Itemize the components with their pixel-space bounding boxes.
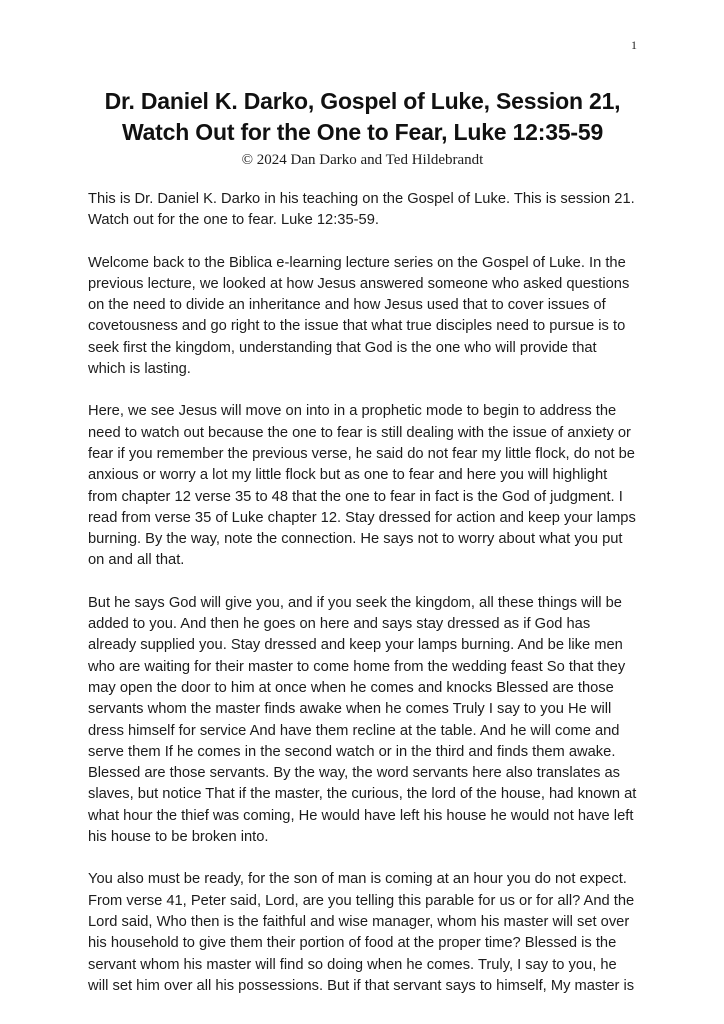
paragraph-intro: This is Dr. Daniel K. Darko in his teaching on the Gospel of Luke. This is session 21. Watch out for the one to fear. Luke 12:35-59. bbox=[88, 191, 635, 229]
document-title bbox=[88, 86, 637, 148]
title-line-1: Dr. Daniel K. Darko, Gospel of Luke, Session 21, bbox=[104, 88, 621, 114]
paragraph-prophetic-mode: Here, we see Jesus will move on into in a prophetic mode to begin to address the need to watch out because the one to fear is still dealing with the issue of anxiety or fear if you remember the previous verse, he said do not fear my little flock, do not be anxious or worry a lot my little flock but as one to fear and here you will highlight from chapter 12 verse 35 to 48 that the one to fear in fact is the God of judgment. I read from verse 35 of Luke chapter 12. Stay dressed for action and keep your lamps burning. By the way, note the connection. He says not to worry about what you put on and all that. bbox=[88, 403, 636, 569]
page-number: 1 bbox=[631, 38, 637, 52]
paragraph-welcome-back: Welcome back to the Biblica e-learning lecture series on the Gospel of Luke. In the previous lecture, we looked at how Jesus answered someone who asked questions on the need to divide an inheritance and how Jesus used that to cover issues of covetousness and go right to the issue that what true disciples need to pursue is to seek first the kingdom, understanding that God is the one who will provide that which is lasting. bbox=[88, 254, 630, 378]
paragraph-stay-dressed: But he says God will give you, and if you seek the kingdom, all these things will be added to you. And then he goes on here and says stay dressed as if God has already supplied you. Stay dressed and keep your lamps burning. And be like men who are waiting for their master to come home from the wedding feast So that they may open the door to him at once when he comes and knocks Blessed are those servants whom the master finds awake when he comes Truly I say to you He will dress himself for service And have them recline at the table. And he will come and serve them If he comes in the second watch or in the third and finds them awake. Blessed are those servants. By the way, the word servants here also translates as slaves, but notice That if the master, the curious, the lord of the house, had known at what hour the thief was coming, He would have left his house he would not have left his house to be broken into. bbox=[88, 594, 637, 846]
document-body bbox=[88, 189, 637, 997]
title-line-2: Watch Out for the One to Fear, Luke 12:35-59 bbox=[121, 119, 604, 145]
copyright-line: © 2024 Dan Darko and Ted Hildebrandt bbox=[241, 152, 484, 168]
paragraph-be-ready: You also must be ready, for the son of man is coming at an hour you do not expect. From verse 41, Peter said, Lord, are you telling this parable for us or for all? And the Lord said, Who then is the faithful and wise manager, whom his master will set over his household to give them their portion of food at the proper time? Blessed is the servant whom his master will find so doing when he comes. Truly, I say to you, he will set him over all his possessions. But if that servant says to himself, My master is bbox=[88, 871, 635, 994]
